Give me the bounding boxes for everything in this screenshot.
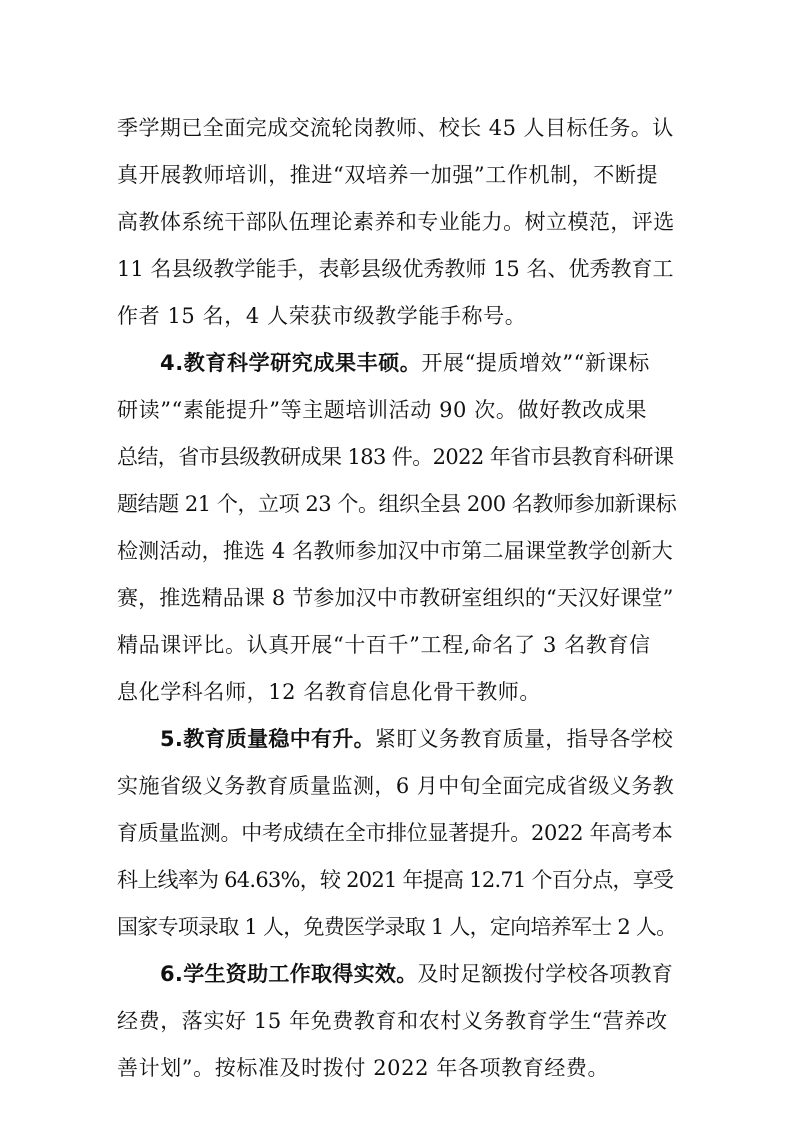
text-line: 育质量监测。中考成绩在全市排位显著提升。2022 年高考本 (117, 821, 673, 845)
first-line (160, 959, 673, 989)
text-line: 实施省级义务教育质量监测，6 月中旬全面完成省级义务教 (117, 774, 675, 798)
text-line: 11 名县级教学能手，表彰县级优秀教师 15 名、优秀教育工 (117, 257, 674, 281)
text-line: 季学期已全面完成交流轮岗教师、校长 45 人目标任务。认 (117, 116, 674, 140)
text-line: 总结，省市县级教研成果 183 件。2022 年省市县教育科研课 (117, 445, 674, 469)
text-run: 及时足额拨付学校各项教育 (417, 962, 674, 986)
text-line: 高教体系统干部队伍理论素养和专业能力。树立模范，评选 (117, 210, 675, 234)
text-line: 经费，落实好 15 年免费教育和农村义务教育学生“营养改 (117, 1009, 668, 1033)
text-line: 精品课评比。认真开展“十百千”工程,命名了 3 名教育信 (117, 633, 651, 657)
text-line: 善计划”。按标准及时拨付 2022 年各项教育经费。 (117, 1056, 610, 1080)
text-line: 作者 15 名，4 人荣获市级教学能手称号。 (117, 304, 527, 328)
text-line: 息化学科名师，12 名教育信息化骨干教师。 (117, 680, 541, 704)
first-line (160, 348, 650, 378)
text-line: 科上线率为 64.63%，较 2021 年提高 12.71 个百分点，享受 (117, 868, 674, 892)
text-line: 题结题 21 个，立项 23 个。组织全县 200 名教师参加新课标 (117, 492, 677, 516)
text-run: 开展“提质增效”“新课标 (421, 351, 650, 375)
text-line: 真开展教师培训，推进“双培养一加强”工作机制，不断提 (117, 163, 659, 187)
text-line: 检测活动，推选 4 名教师参加汉中市第二届课堂教学创新大 (117, 539, 673, 563)
first-line (160, 724, 673, 754)
text-run: 紧盯义务教育质量，指导各学校 (374, 727, 674, 751)
section-heading: 5.教育质量稳中有升。 (160, 727, 375, 751)
text-line: 赛，推选精品课 8 节参加汉中市教研室组织的“天汉好课堂” (117, 586, 674, 610)
text-line: 国家专项录取 1 人，免费医学录取 1 人，定向培养军士 2 人。 (117, 915, 677, 939)
section-heading: 6.学生资助工作取得实效。 (160, 962, 418, 986)
section-heading: 4.教育科学研究成果丰硕。 (160, 351, 422, 375)
text-line: 研读”“素能提升”等主题培训活动 90 次。做好教改成果 (117, 398, 648, 422)
